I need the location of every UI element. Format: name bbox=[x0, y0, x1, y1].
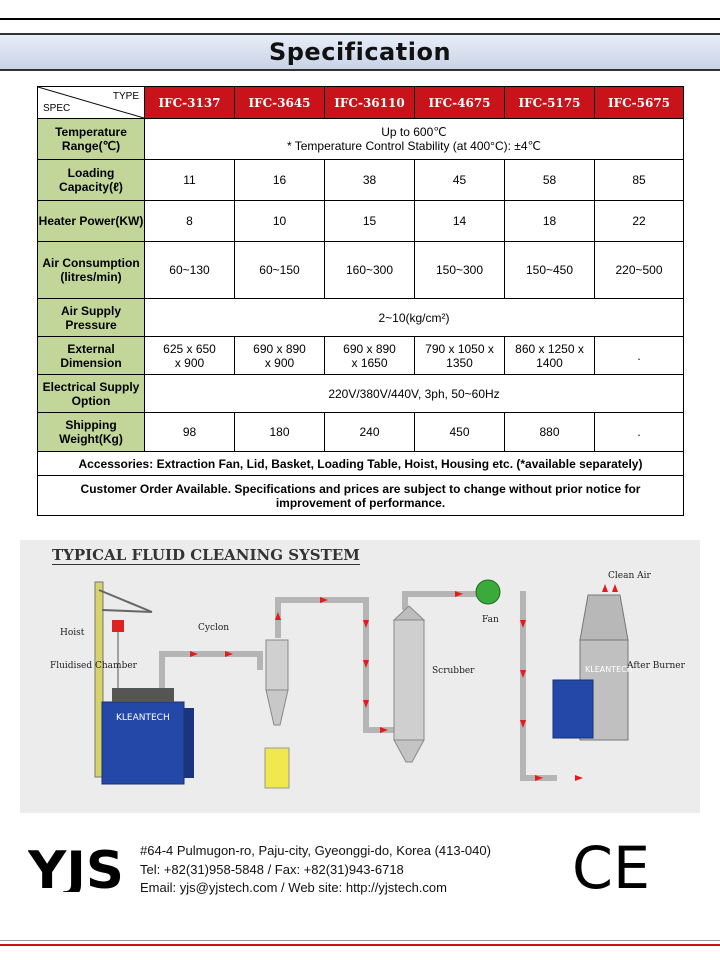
table-cell: 14 bbox=[415, 201, 505, 242]
tel-fax-line: Tel: +82(31)958-5848 / Fax: +82(31)943-6718 bbox=[140, 861, 404, 877]
table-cell: 690 x 890 x 1650 bbox=[325, 337, 415, 375]
top-rule bbox=[0, 18, 720, 20]
model-header: IFC-4675 bbox=[415, 87, 505, 119]
temperature-value bbox=[145, 119, 684, 160]
page-title: Specification bbox=[268, 38, 452, 66]
corner-type-label: TYPE bbox=[112, 91, 139, 102]
table-cell: 45 bbox=[415, 160, 505, 201]
table-row bbox=[38, 299, 684, 337]
table-cell: 625 x 650 x 900 bbox=[145, 337, 235, 375]
model-header: IFC-3645 bbox=[235, 87, 325, 119]
accessories-note: Accessories: Extraction Fan, Lid, Basket, Loading Table, Hoist, Housing etc. (*available separately) bbox=[38, 452, 684, 476]
yjs-logo bbox=[28, 842, 124, 892]
table-row bbox=[38, 476, 684, 516]
kleantech-label-2: KLEANTECH bbox=[585, 665, 633, 674]
table-cell: 22 bbox=[595, 201, 684, 242]
table-row bbox=[38, 337, 684, 375]
address-line: #64-4 Pulmugon-ro, Paju-city, Gyeonggi-do, Korea (413-040) bbox=[140, 843, 491, 858]
hoist-label: Hoist bbox=[60, 628, 85, 638]
table-cell: . bbox=[595, 413, 684, 452]
contact-info bbox=[140, 842, 491, 898]
table-cell: 11 bbox=[145, 160, 235, 201]
ce-mark-icon bbox=[572, 838, 652, 894]
fluidised-chamber bbox=[102, 688, 194, 784]
row-label-air-supply: Air Supply Pressure bbox=[38, 299, 145, 337]
fan-label: Fan bbox=[482, 615, 499, 625]
row-label-loading: Loading Capacity(ℓ) bbox=[38, 160, 145, 201]
temperature-line-1: Up to 600℃ bbox=[381, 125, 447, 139]
clean-air-label: Clean Air bbox=[608, 571, 651, 581]
table-cell: 38 bbox=[325, 160, 415, 201]
table-cell: 160~300 bbox=[325, 242, 415, 299]
bottom-rule bbox=[0, 940, 720, 941]
table-cell: 15 bbox=[325, 201, 415, 242]
cyclone bbox=[265, 640, 289, 788]
air-supply-value: 2~10(kg/cm²) bbox=[145, 299, 684, 337]
title-banner bbox=[0, 33, 720, 71]
company-logo bbox=[28, 842, 124, 897]
customer-order-note: Customer Order Available. Specifications and prices are subject to change without prior notice for improvement of performance. bbox=[38, 476, 684, 516]
table-cell: 860 x 1250 x 1400 bbox=[505, 337, 595, 375]
system-illustration bbox=[20, 540, 700, 813]
fan-icon bbox=[476, 580, 500, 604]
table-row bbox=[38, 119, 684, 160]
table-cell: 58 bbox=[505, 160, 595, 201]
table-cell: 450 bbox=[415, 413, 505, 452]
table-cell: 85 bbox=[595, 160, 684, 201]
table-cell: 790 x 1050 x 1350 bbox=[415, 337, 505, 375]
table-cell: 880 bbox=[505, 413, 595, 452]
logo-text: YJS bbox=[28, 842, 124, 892]
table-cell: 60~130 bbox=[145, 242, 235, 299]
ce-mark-text: CE bbox=[572, 838, 650, 894]
spec-type-corner bbox=[38, 87, 145, 119]
fluidised-chamber-label: Fluidised Chamber bbox=[50, 661, 137, 671]
table-cell: 240 bbox=[325, 413, 415, 452]
table-cell: 18 bbox=[505, 201, 595, 242]
model-header: IFC-3137 bbox=[145, 87, 235, 119]
table-cell: 60~150 bbox=[235, 242, 325, 299]
table-cell: . bbox=[595, 337, 684, 375]
after-burner bbox=[553, 595, 633, 740]
diagram-title: TYPICAL FLUID CLEANING SYSTEM bbox=[52, 546, 360, 564]
ce-mark bbox=[572, 838, 652, 899]
bottom-red-rule bbox=[0, 944, 720, 946]
spec-table bbox=[37, 86, 684, 516]
table-cell: 150~300 bbox=[415, 242, 505, 299]
table-row bbox=[38, 160, 684, 201]
table-cell: 16 bbox=[235, 160, 325, 201]
email-web-line: Email: yjs@yjstech.com / Web site: http://yjstech.com bbox=[140, 880, 447, 895]
table-cell: 8 bbox=[145, 201, 235, 242]
corner-spec-label: SPEC bbox=[43, 103, 71, 114]
row-label-electrical: Electrical Supply Option bbox=[38, 375, 145, 413]
model-header: IFC-36110 bbox=[325, 87, 415, 119]
row-label-dimension: External Dimension bbox=[38, 337, 145, 375]
model-header: IFC-5175 bbox=[505, 87, 595, 119]
table-cell: 150~450 bbox=[505, 242, 595, 299]
row-label-air-consumption: Air Consumption (litres/min) bbox=[38, 242, 145, 299]
scrubber bbox=[394, 606, 424, 762]
table-row bbox=[38, 413, 684, 452]
table-row bbox=[38, 452, 684, 476]
row-label-heater: Heater Power(KW) bbox=[38, 201, 145, 242]
table-cell: 10 bbox=[235, 201, 325, 242]
scrubber-label: Scrubber bbox=[432, 666, 475, 676]
after-burner-label: After Burner bbox=[627, 661, 685, 671]
table-row bbox=[38, 242, 684, 299]
cyclon-label: Cyclon bbox=[198, 623, 230, 633]
table-row bbox=[38, 375, 684, 413]
row-label-shipping: Shipping Weight(Kg) bbox=[38, 413, 145, 452]
fluid-cleaning-diagram bbox=[20, 540, 700, 813]
table-row bbox=[38, 201, 684, 242]
temperature-line-2: * Temperature Control Stability (at 400°C): ±4℃ bbox=[286, 139, 542, 153]
model-header: IFC-5675 bbox=[595, 87, 684, 119]
table-cell: 220~500 bbox=[595, 242, 684, 299]
kleantech-label-1: KLEANTECH bbox=[116, 713, 170, 723]
row-label-temperature: Temperature Range(℃) bbox=[38, 119, 145, 160]
table-cell: 180 bbox=[235, 413, 325, 452]
electrical-value: 220V/380V/440V, 3ph, 50~60Hz bbox=[145, 375, 684, 413]
table-cell: 98 bbox=[145, 413, 235, 452]
table-cell: 690 x 890 x 900 bbox=[235, 337, 325, 375]
